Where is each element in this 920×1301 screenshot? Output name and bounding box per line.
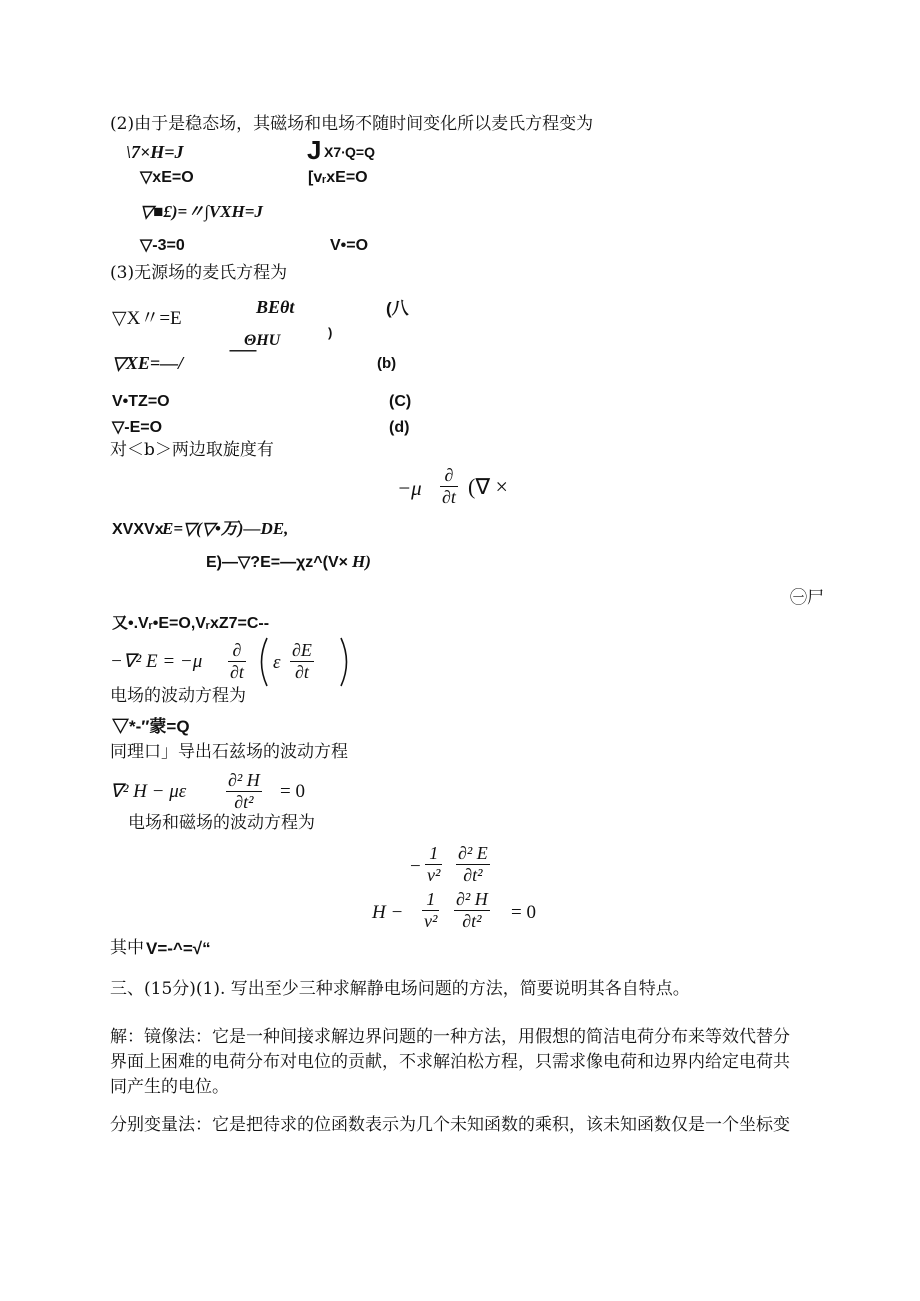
both-h-f1-num: 1 bbox=[426, 889, 436, 909]
eq-a-label: (八 bbox=[386, 299, 409, 318]
both-e-f1-den: v² bbox=[427, 865, 441, 885]
eq-curl-e-right: [vᵣxE=O bbox=[308, 169, 368, 186]
section2-heading: (2)由于是稳态场，其磁场和电场不随时间变化所以麦氏方程变为 bbox=[110, 114, 594, 134]
wave-expr-eps: ε bbox=[273, 652, 281, 673]
curl-expr-tail: (∇ × bbox=[468, 474, 508, 499]
answer-p1-l2: 界面上困难的电荷分布对电位的贡献，不求解泊松方程，只需求像电荷和边界内给定电荷共 bbox=[110, 1052, 790, 1072]
eq-c-label: (C) bbox=[389, 393, 412, 410]
both-h-tail: = 0 bbox=[511, 902, 536, 923]
h-wave-lead: ∇² H − με bbox=[110, 781, 187, 802]
h-wave-num: ∂² H bbox=[228, 770, 260, 790]
wave-expr-paren-right bbox=[338, 636, 354, 688]
eq-div-b-right: V•=O bbox=[330, 237, 369, 254]
eq-div-q: X7∙Q=Q bbox=[324, 144, 375, 160]
h-wave-title: 同理口」导出石兹场的波动方程 bbox=[110, 742, 348, 762]
eq-b-label: (b) bbox=[377, 355, 397, 372]
wave-expr-frac1 bbox=[228, 640, 246, 683]
right-mark: ㊀尸 bbox=[790, 588, 824, 608]
eq-b-left: ▽XE=—/ bbox=[112, 353, 184, 373]
answer-p2-l1: 分别变量法：它是把待求的位函数表示为几个未知函数的乘积，该未知函数仅是一个坐标变 bbox=[110, 1115, 790, 1135]
both-h-f2-den: ∂t² bbox=[454, 910, 490, 932]
curl-note: 对＜b＞两边取旋度有 bbox=[110, 440, 274, 460]
both-title: 电场和磁场的波动方程为 bbox=[128, 813, 315, 833]
eq-c: V•TZ=O bbox=[112, 393, 170, 410]
section3-heading: (3)无源场的麦氏方程为 bbox=[110, 263, 288, 283]
eq-d: ▽-E=O bbox=[112, 419, 163, 436]
eq-div-d: ▽■£)=〃∫VXH=J bbox=[140, 202, 263, 221]
both-h-f2-num: ∂² H bbox=[456, 889, 488, 909]
answer-p1-l3: 同产生的电位。 bbox=[110, 1077, 229, 1097]
eq-div-b: ▽-3=0 bbox=[140, 237, 185, 254]
wave-expr-lead: −∇² E = −μ bbox=[110, 651, 203, 672]
eq-d-label: (d) bbox=[389, 419, 410, 436]
both-e-frac2 bbox=[456, 843, 490, 886]
answer-p1-l1: 解：镜像法：它是一种间接求解边界问题的一种方法，用假想的简洁电荷分布来等效代替分 bbox=[110, 1027, 790, 1047]
curl-expr-frac bbox=[440, 465, 458, 508]
wave-expr-d1-num: ∂ bbox=[232, 640, 242, 660]
eq-a-left: ▽X〃=E bbox=[112, 308, 182, 329]
both-h-f1-den: v² bbox=[424, 911, 438, 931]
both-h-frac1 bbox=[422, 889, 439, 932]
question3-title: 三、(15分)(1). 写出至少三种求解静电场问题的方法，简要说明其各自特点。 bbox=[110, 979, 690, 999]
eq-curl-h: \7×H=J bbox=[126, 142, 184, 162]
eq-curl-e: ▽xE=O bbox=[140, 169, 194, 186]
also-line: 又•.Vᵣ•E=O,VᵣxZ7=C-- bbox=[112, 615, 270, 632]
eq-line2-a: E)—▽?E=—χz^(V× bbox=[206, 554, 348, 571]
wave-expr-d1-den: ∂t bbox=[230, 662, 244, 682]
both-e-f2-num: ∂² E bbox=[458, 843, 488, 863]
eq-a-mid: BEθt bbox=[256, 297, 295, 317]
where-line-b: V=-^=√“ bbox=[146, 939, 211, 958]
both-e-lead: − bbox=[410, 856, 421, 877]
eq-j-glyph: J bbox=[307, 135, 322, 165]
both-e-f1-num: 1 bbox=[429, 843, 439, 863]
wave-expr-d2-num: ∂E bbox=[292, 640, 312, 660]
curl-expr-den: ∂t bbox=[442, 487, 456, 507]
wave-expr-frac2 bbox=[290, 640, 314, 683]
e-wave-title: 电场的波动方程为 bbox=[110, 686, 246, 706]
both-h-frac2 bbox=[454, 889, 490, 932]
eq-b-top: ΘHU bbox=[244, 332, 281, 349]
eq-b-dash: --------- bbox=[229, 343, 256, 357]
eq-line1-a: XVXVx bbox=[112, 521, 164, 538]
where-line-a: 其中 bbox=[110, 938, 144, 958]
wave-expr-d2-den: ∂t bbox=[290, 661, 314, 683]
curl-expr-lead: −μ bbox=[397, 476, 422, 500]
h-wave-frac bbox=[226, 770, 262, 813]
both-h-lead: H − bbox=[372, 902, 404, 923]
h-wave-tail: = 0 bbox=[280, 781, 305, 802]
wave-expr-paren-left bbox=[254, 636, 270, 688]
eq-line1-b: E=▽(▽•万)—DE, bbox=[162, 519, 289, 538]
e-wave-eq: ▽*-″蒙=Q bbox=[112, 717, 190, 736]
eq-line2-b: H) bbox=[352, 552, 371, 571]
both-e-f2-den: ∂t² bbox=[456, 864, 490, 886]
curl-expr-num: ∂ bbox=[444, 465, 454, 485]
h-wave-den: ∂t² bbox=[226, 791, 262, 813]
both-e-frac1 bbox=[425, 843, 442, 886]
eq-paren: ) bbox=[328, 325, 333, 340]
